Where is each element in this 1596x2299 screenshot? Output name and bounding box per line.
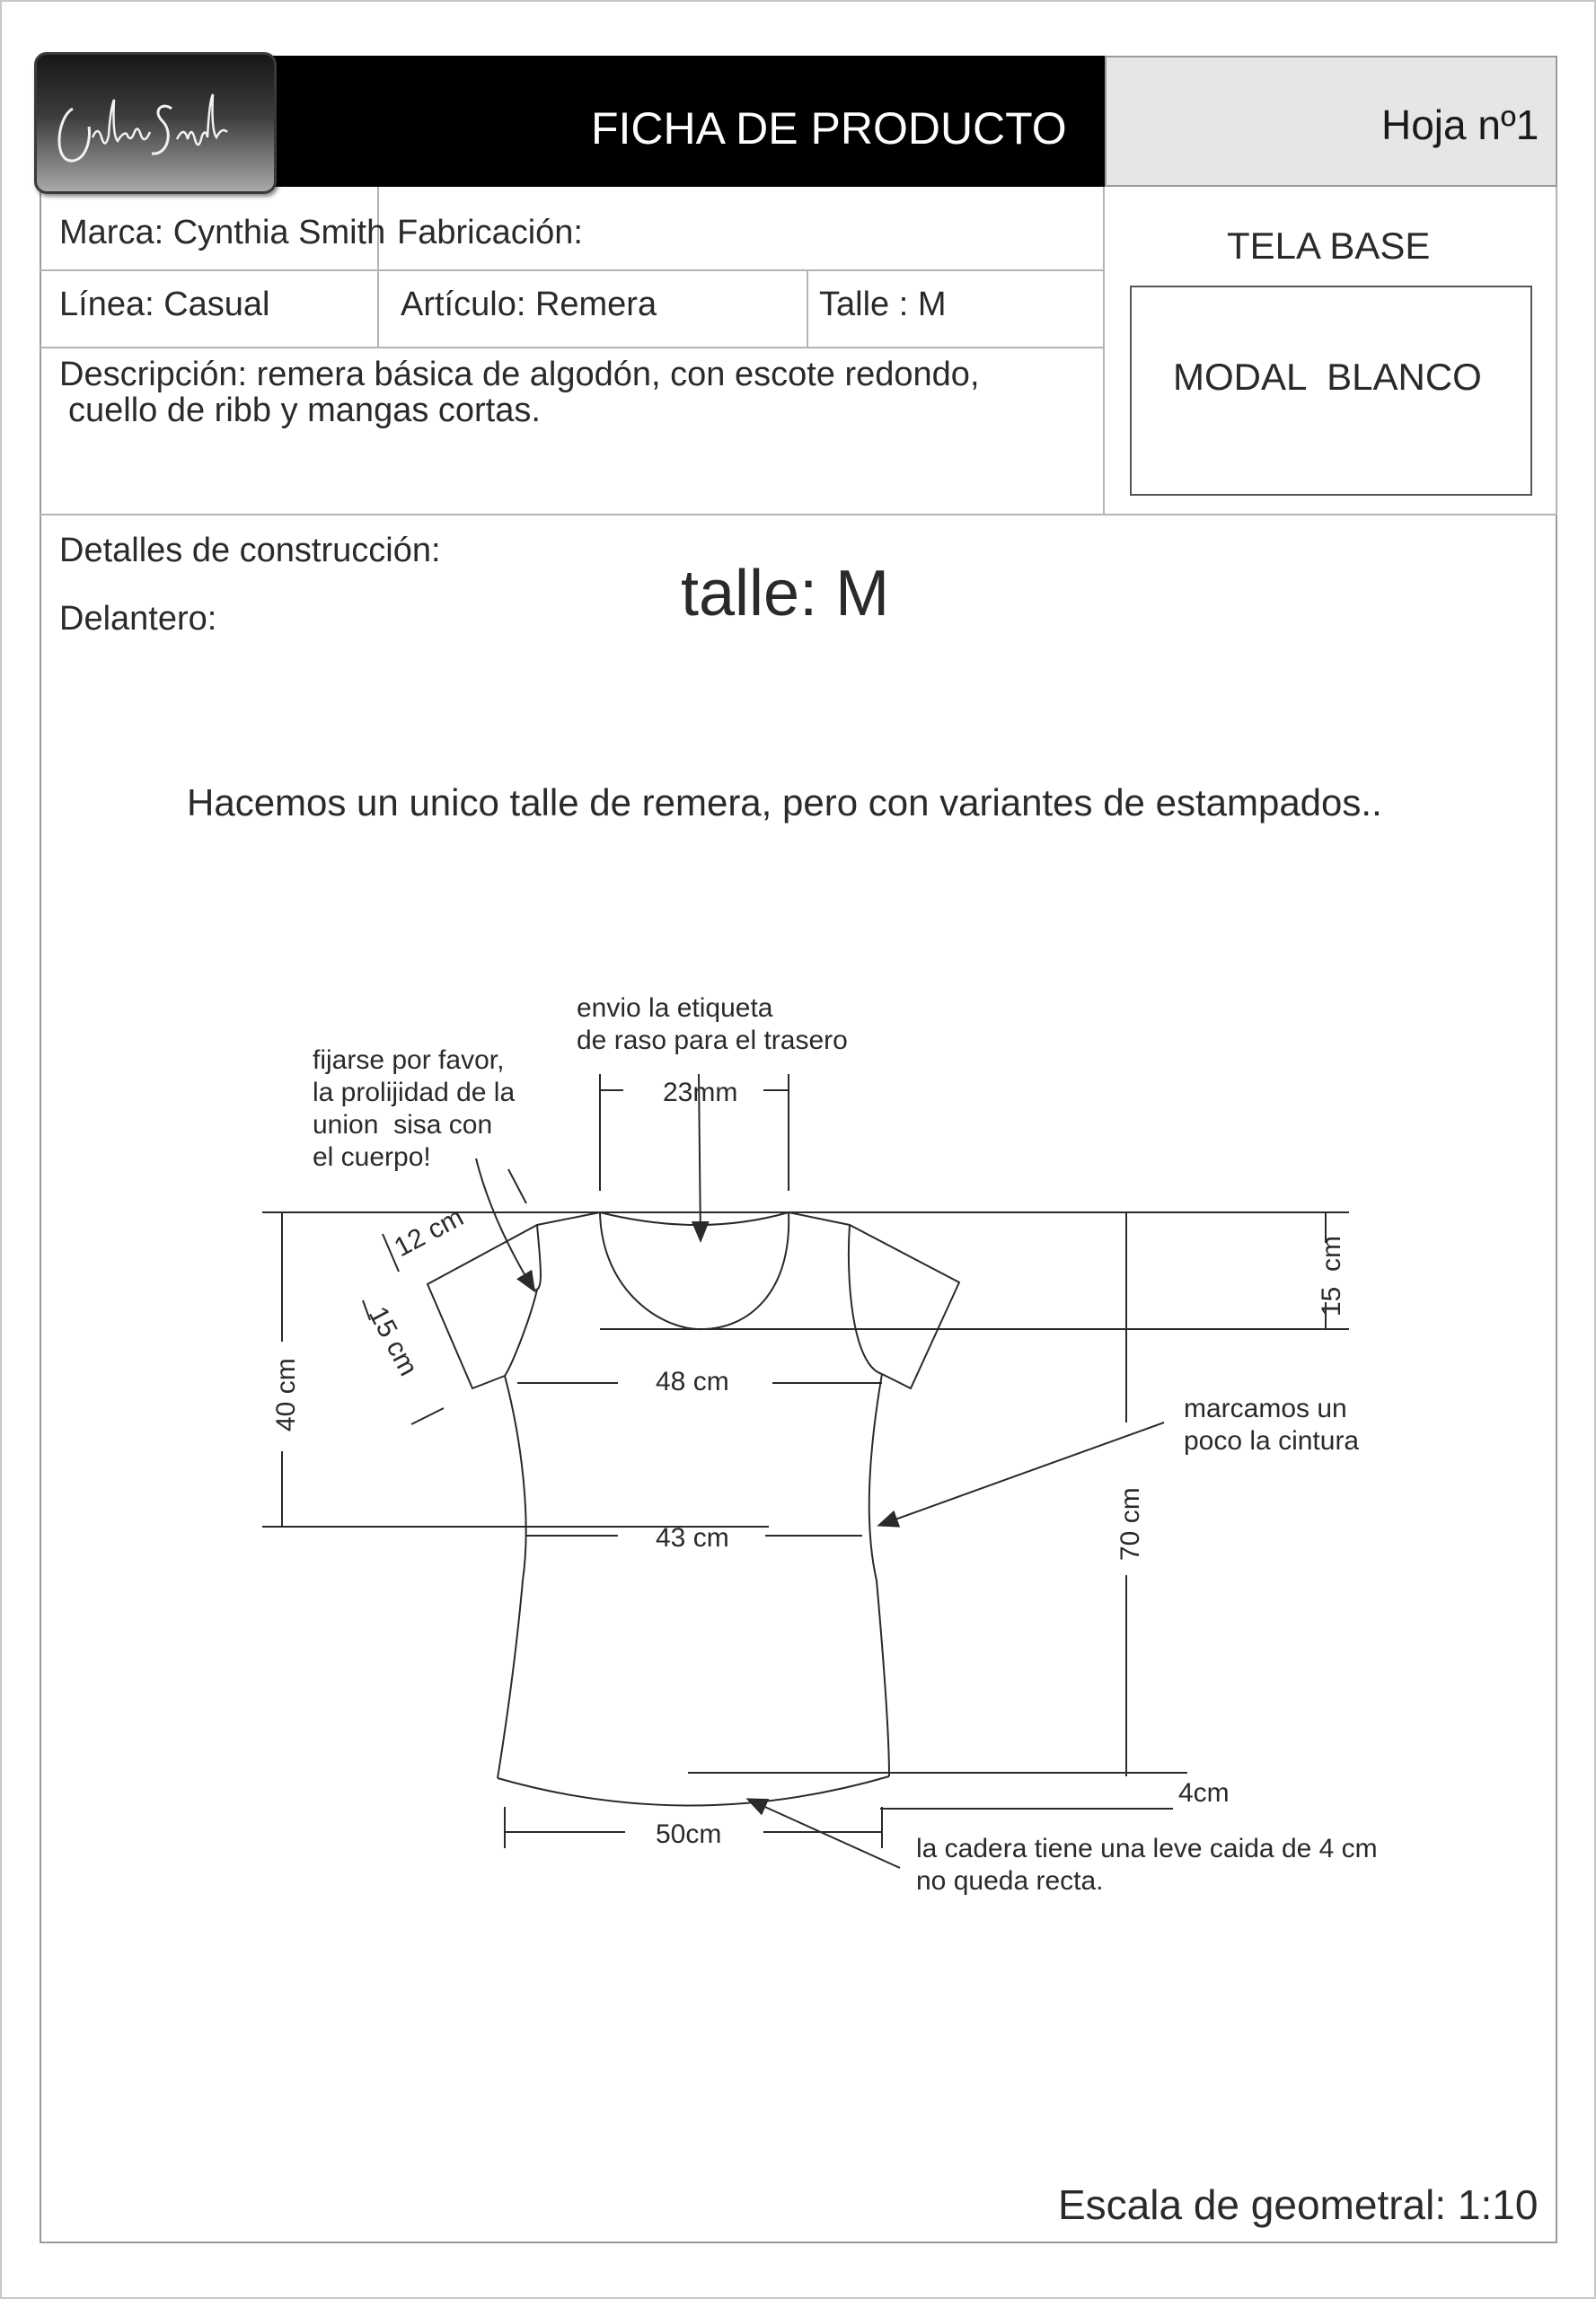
description-line-2: cuello de ribb y mangas cortas. [68,392,541,429]
label-note-line-1: envio la etiqueta [577,993,773,1023]
hem-note-arrow [749,1800,900,1868]
brand-field: Marca: Cynthia Smith [59,214,386,251]
armhole-note-line-3: union sisa con [313,1110,493,1140]
right-sleeve-outline [789,1212,959,1388]
neck-width-label: 23mm [663,1078,738,1107]
front-label: Delantero: [59,600,217,638]
fabric-heading: TELA BASE [1227,225,1431,267]
neck-depth-label: 15 cm [1317,1235,1346,1317]
fabric-value: MODAL BLANCO [1173,356,1482,398]
construction-details-label: Detalles de construcción: [59,532,441,569]
sleeve-length-label: 15 cm [362,1301,424,1381]
hem-note-line-1: la cadera tiene una leve caida de 4 cm [916,1834,1378,1863]
curved-hem [498,1776,889,1806]
size-heading: talle: M [681,558,890,630]
armhole-note-line-2: la prolijidad de la [313,1078,516,1107]
armhole-note-line-1: fijarse por favor, [313,1045,505,1075]
size-note: Hacemos un unico talle de remera, pero con variantes de estampados.. [187,781,1382,824]
bust-width-label: 48 cm [656,1367,729,1396]
left-sleeve-outline [428,1212,600,1388]
label-note-line-2: de raso para el trasero [577,1026,848,1055]
armhole-height-label: 40 cm [271,1358,301,1431]
back-neckline [600,1212,789,1225]
hem-note-line-2: no queda recta. [916,1866,1104,1896]
description-line-1: Descripción: remera básica de algodón, con escote redondo, [59,356,980,393]
left-armhole-seam [533,1225,541,1290]
waist-note-line-2: poco la cintura [1184,1426,1360,1456]
left-armhole-lower [505,1290,537,1376]
front-neckline [600,1212,789,1329]
total-length-label: 70 cm [1115,1487,1145,1561]
right-armhole-seam [849,1225,882,1374]
shoulder-length-label: 12 cm [389,1202,469,1264]
waist-width-label: 43 cm [656,1523,729,1553]
hip-drop-label: 4cm [1178,1778,1230,1808]
size-field: Talle : M [819,286,947,323]
line-field: Línea: Casual [59,286,270,323]
hem-width-label: 50cm [656,1819,722,1849]
waist-note-line-1: marcamos un [1184,1394,1347,1423]
right-side-seam [869,1374,889,1776]
armhole-note-arrow [476,1158,533,1290]
page-title: FICHA DE PRODUCTO [591,103,1067,154]
scale-label: Escala de geometral: 1:10 [1058,2181,1539,2228]
armhole-note-line-4: el cuerpo! [313,1142,431,1172]
sheet-number: Hoja nº1 [1381,101,1539,148]
article-field: Artículo: Remera [401,286,657,323]
manufacturing-field: Fabricación: [397,214,583,251]
left-side-seam [498,1376,526,1778]
